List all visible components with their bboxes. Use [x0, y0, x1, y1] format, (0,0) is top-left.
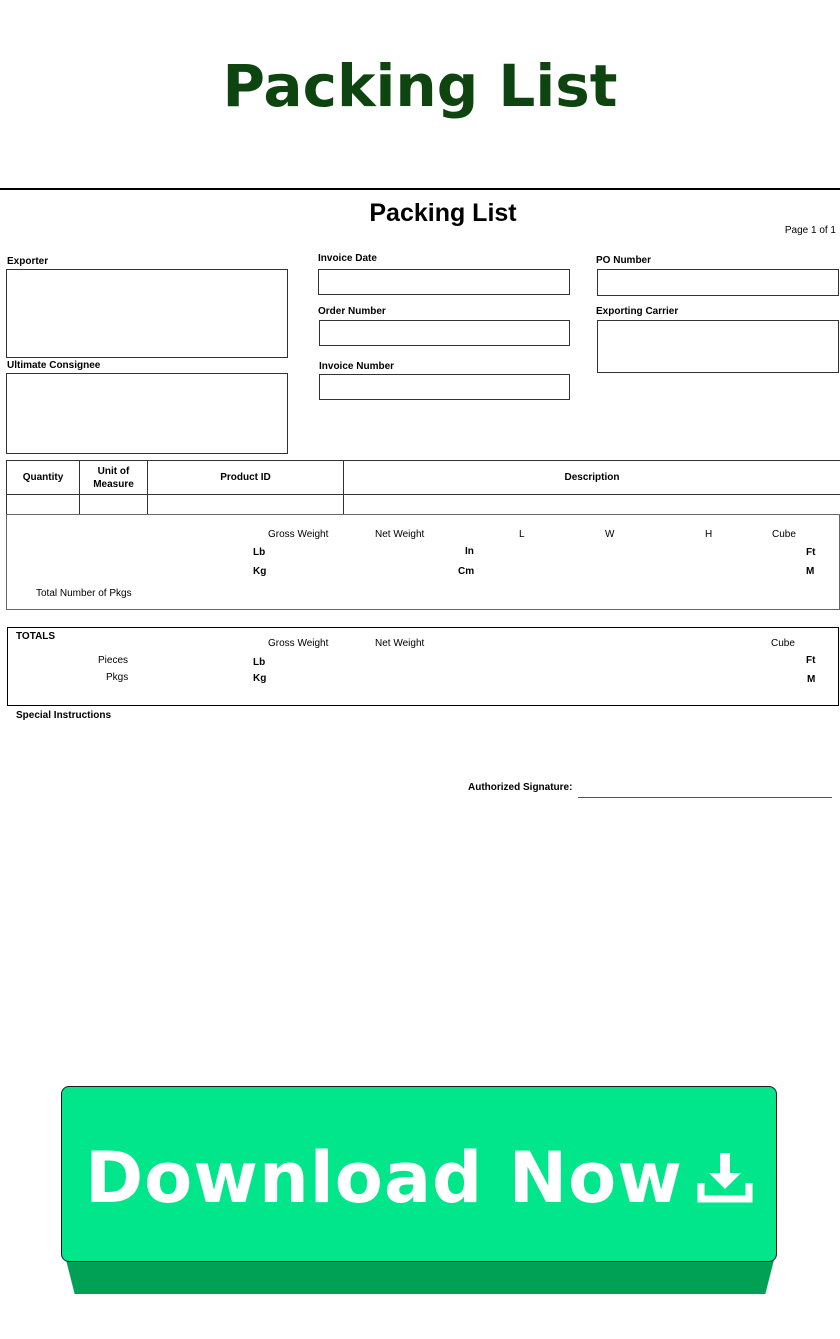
- line-items-table: [6, 460, 840, 515]
- totals-ft-unit: Ft: [806, 655, 816, 666]
- form-title: Packing List: [369, 199, 517, 227]
- totals-gross-weight-label: Gross Weight: [268, 638, 329, 649]
- special-instructions-label: Special Instructions: [16, 710, 112, 721]
- hero-title: Packing List: [222, 52, 618, 120]
- invoice-number-field[interactable]: [319, 374, 570, 400]
- column-header-unit-of-measure: [80, 461, 148, 495]
- column-header-description: Description: [344, 461, 840, 495]
- download-button-label: Download Now: [85, 1137, 683, 1219]
- in-unit: In: [465, 546, 474, 557]
- totals-title: TOTALS: [16, 631, 56, 642]
- cm-unit: Cm: [458, 566, 475, 577]
- invoice-number-label: Invoice Number: [319, 361, 395, 372]
- gross-weight-label: Gross Weight: [268, 529, 329, 540]
- totals-kg-unit: Kg: [253, 673, 267, 684]
- pieces-label: Pieces: [98, 655, 129, 666]
- totals-cube-label: Cube: [771, 638, 795, 649]
- pkgs-label: Pkgs: [106, 672, 129, 683]
- column-header-product-id: Product ID: [148, 461, 344, 495]
- totals-net-weight-label: Net Weight: [375, 638, 425, 649]
- download-icon: [697, 1149, 753, 1205]
- ultimate-consignee-field[interactable]: [6, 373, 288, 454]
- authorized-signature-label: Authorized Signature:: [468, 782, 573, 793]
- exporting-carrier-field[interactable]: [597, 320, 839, 373]
- top-divider: [0, 188, 840, 190]
- column-header-quantity: Quantity: [7, 461, 80, 495]
- quantity-cell[interactable]: [7, 495, 80, 515]
- download-button[interactable]: [61, 1086, 777, 1262]
- cube-label: Cube: [772, 529, 796, 540]
- total-pkgs-label: Total Number of Pkgs: [36, 588, 132, 599]
- length-label: L: [519, 529, 525, 540]
- po-number-field[interactable]: [597, 269, 839, 296]
- unit-of-measure-text: Unit of Measure: [93, 465, 134, 490]
- width-label: W: [605, 529, 615, 540]
- totals-lb-unit: Lb: [253, 657, 266, 668]
- lb-unit: Lb: [253, 547, 266, 558]
- page-number: Page 1 of 1: [784, 225, 836, 236]
- net-weight-label: Net Weight: [375, 529, 425, 540]
- exporter-field[interactable]: [6, 269, 288, 358]
- order-number-field[interactable]: [319, 320, 570, 346]
- m-unit: M: [806, 566, 815, 577]
- height-label: H: [705, 529, 713, 540]
- kg-unit: Kg: [253, 566, 267, 577]
- invoice-date-label: Invoice Date: [318, 253, 377, 264]
- signature-line[interactable]: [578, 797, 832, 798]
- exporter-label: Exporter: [7, 256, 49, 267]
- invoice-date-field[interactable]: [318, 269, 570, 295]
- description-cell[interactable]: [344, 495, 840, 515]
- po-number-label: PO Number: [596, 255, 652, 266]
- table-row: [7, 495, 840, 515]
- unit-cell[interactable]: [80, 495, 148, 515]
- order-number-label: Order Number: [318, 306, 386, 317]
- product-id-cell[interactable]: [148, 495, 344, 515]
- ft-unit: Ft: [806, 547, 816, 558]
- ultimate-consignee-label: Ultimate Consignee: [7, 360, 101, 371]
- exporting-carrier-label: Exporting Carrier: [596, 306, 679, 317]
- totals-m-unit: M: [807, 674, 816, 685]
